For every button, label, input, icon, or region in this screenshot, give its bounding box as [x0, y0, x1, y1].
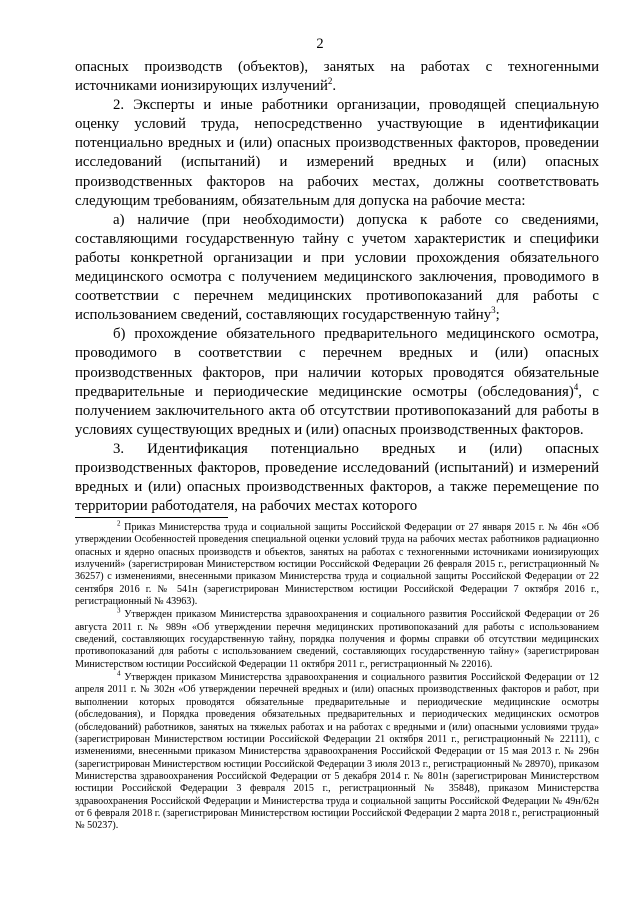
footnote-ref-4: 4 — [573, 381, 579, 392]
footnote-ref-3: 3 — [491, 305, 496, 316]
footnote-separator — [75, 517, 228, 518]
footnote-3: $^3$ Утвержден приказом Министерства здравоохранения и социального развития Российской Федерации от 26 августа 2011 г. № 989н «Об утверждении перечня медицинских противопоказаний для работы с использованием сведений, составляющих государственную тайну, порядка получения и формы справки об отсутствии медицинских противопоказаний для работы с использованием сведений, составляющих государственную тайну» (зарегистрирован Министерством юстиции Российской Федерации 11 октября 2011 г., регистрационный № 22016). — [75, 607, 599, 670]
page-number: 2 — [316, 36, 324, 52]
footnote-2: $^2$ Приказ Министерства труда и социальной защиты Российской Федерации от 27 января 2015 г. № 46н «Об утверждении Особенностей проведения специальной оценки условий труда на рабочих местах работников радиационно опасных и ядерно опасных производств и объектов, занятых на работах с техногенными источниками ионизирующих излучений» (зарегистрирован Министерством юстиции Российской Федерации 26 февраля 2015 г., регистрационный № 36257) с изменениями, внесенными приказом Министерства труда и социальной защиты Российской Федерации от 22 сентября 2016 г. № 541н (зарегистрирован Министерством юстиции Российской Федерации 7 октября 2016 г., регистрационный № 43963). — [75, 519, 599, 608]
footnotes — [75, 519, 599, 834]
paragraph-continuation: опасных производств (объектов), занятых на работах с техногенными источниками ионизирующих излучений$^2$. — [75, 59, 599, 95]
footnote-ref-2: 2 — [327, 76, 333, 87]
main-text — [75, 58, 599, 516]
paragraph-item-2: 2. Эксперты и иные работники организации, проводящей специальную оценку условий труда, непосредственно участвующие в идентификации потенциально вредных и (или) опасных производственных факторов, проведении исследований (испытаний) и измерений вредных и (или) опасных производственных факторов на рабочих местах, должны соответствовать следующим требованиям, обязательным для допуска на рабочие места: — [75, 97, 599, 209]
paragraph-subitem-a: а) наличие (при необходимости) допуска к работе со сведениями, составляющими государственную тайну с учетом характеристик и специфики работы конкретной организации и при условии прохождения обязательного медицинского осмотра с получением медицинского заключения, проводимого в соответствии с перечнем медицинских противопоказаний для работы с использованием сведений, составляющих государственную тайну$^3$; — [75, 211, 599, 324]
footnote-4: $^4$ Утвержден приказом Министерства здравоохранения и социального развития Российской Федерации от 12 апреля 2011 г. № 302н «Об утверждении перечней вредных и (или) опасных производственных факторов и работ, при выполнении которых проводятся обязательные предварительные и периодические медицинские осмотры (обследования), и Порядка проведения обязательных предварительных и периодических медицинских осмотров (обследований) работников, занятых на тяжелых работах и на работах с вредными и (или) опасными условиями труда» (зарегистрирован Министерством юстиции Российской Федерации 21 октября 2011 г., регистрационный № 22111), с изменениями, внесенными приказом Министерства здравоохранения Российской Федерации от 15 мая 2013 г. № 296н (зарегистрирован Министерством юстиции Российской Федерации 3 июля 2013 г., регистрационный № 28970), приказом Министерства здравоохранения Российской Федерации от 5 декабря 2014 г. № 801н (зарегистрирован Министерством юстиции Российской Федерации 3 февраля 2015 г., регистрационный № 35848), приказом Министерства здравоохранения Российской Федерации и Министерства труда и социальной защиты Российской Федерации № 49н/62н от 6 февраля 2018 г. (зарегистрирован Министерством юстиции Российской Федерации 2 марта 2018 г., регистрационный № 50237). — [75, 669, 599, 832]
paragraph-item-3: 3. Идентификация потенциально вредных и (или) опасных производственных факторов, проведение исследований (испытаний) и измерений вредных и (или) опасных производственных факторов, а также перемещение по территории работодателя, на рабочих местах которого — [75, 440, 599, 515]
paragraph-subitem-b: б) прохождение обязательного предварительного медицинского осмотра, проводимого в соответствии с перечнем вредных и (или) опасных производственных факторов, при наличии которых проводятся обязательные предварительные и периодические медицинские осмотры (обследования)$^4$, с получением заключительного акта об отсутствии противопоказаний для работы в условиях существующих вредных и (или) опасных производственных факторов. — [75, 326, 599, 438]
